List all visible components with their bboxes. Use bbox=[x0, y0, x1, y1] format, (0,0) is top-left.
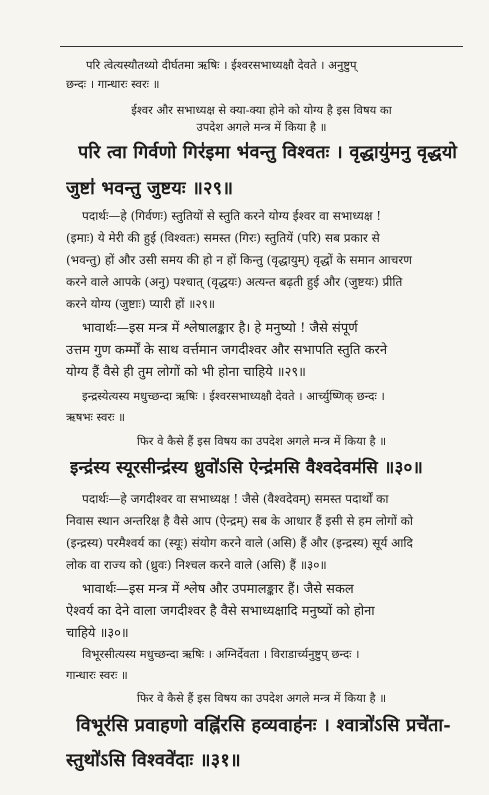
header-rule bbox=[60, 46, 463, 47]
padartha-29-line4: करने वाले आपके (अनु) पश्चात् (वृद्धयः) अत्यन्त बढ़ती हुई और (जुष्टयः) प्रीति bbox=[66, 275, 403, 289]
verse-30-metadata-cont: ऋषभः स्वरः ॥ bbox=[66, 410, 125, 424]
bhavartha-30: भावार्थः—इस मन्त्र में श्लेष और उपमालङ्कार हैं। जैसे सकल bbox=[82, 582, 354, 597]
padartha-30-line3: (इन्द्रस्य) परमैश्वर्य का (स्यूः) संयोग करने वाले (असि) हैं और (इन्द्रस्य) सूर्य आदि bbox=[66, 536, 413, 550]
verse-29-intro-cont: उपदेश अगले मन्त्र में किया है ॥ bbox=[196, 120, 327, 134]
verse-29-metadata: परि त्वेत्यस्यौतथ्यो दीर्घतमा ऋषिः । ईश्वरसभाध्यक्षौ देवते । अनुष्टुप् bbox=[86, 58, 357, 72]
bhavartha-29: भावार्थः—इस मन्त्र में श्लेषालङ्कार है। हे मनुष्यो ! जैसे संपूर्ण bbox=[82, 321, 358, 336]
padartha-30-line4: लोक वा राज्य को (ध्रुवः) निश्चल करने वाले (असि) हैं ॥३०॥ bbox=[66, 558, 327, 572]
verse-31-metadata: विभूरसीत्यस्य मधुच्छन्दा ऋषिः । अग्निर्देवता । विराडार्च्यनुष्टुप् छन्दः । bbox=[82, 647, 360, 661]
mantra-29: परि त्वा गिर्वणो गिर॑इमा भ॑वन्तु विश्वतः । वृद्धायु॑मनु वृद्धयो bbox=[78, 142, 458, 163]
verse-30-intro: फिर वे कैसे हैं इस विषय का उपदेश अगले मन्त्र में किया है ॥ bbox=[136, 434, 387, 448]
bhavartha-30-line2: ऐश्वर्य का देने वाला जगदीश्वर है वैसे सभाध्यक्षादि मनुष्यों को होना bbox=[66, 604, 375, 619]
verse-31-intro: फिर वे कैसे हैं इस विषय का उपदेश अगले मन्त्र में किया है ॥ bbox=[136, 691, 387, 705]
padartha-29-line2: (इमाः) ये मेरी की हुई (विश्वतः) समस्त (गिरः) स्तुतियें (परि) सब प्रकार से bbox=[66, 231, 380, 245]
padartha-29: पदार्थः—हे (गिर्वणः) स्तुतियों से स्तुति करने योग्य ईश्वर वा सभाध्यक्ष ! bbox=[82, 209, 382, 223]
mantra-30: इन्द्र॑स्य स्यूरसीन्द्र॑स्य ध्रुवो॑ऽसि ऐन्द्र॑मसि वैश्वदेवम॑सि ॥३०॥ bbox=[70, 458, 423, 478]
padartha-29-line3: (भवन्तु) हों और उसी समय की हो न हों किन्तु (वृद्धायुम्) वृद्धों के समान आचरण bbox=[66, 253, 412, 267]
mantra-29-cont: जुष्टा॑ भवन्तु जुष्टयः ॥२९॥ bbox=[66, 178, 234, 199]
verse-29-metadata-cont: छन्दः । गान्धारः स्वरः ॥ bbox=[66, 77, 160, 91]
padartha-30-line2: निवास स्थान अन्तरिक्ष है वैसे आप (ऐन्द्रम्) सब के आधार हैं इसी से हम लोगों को bbox=[66, 514, 413, 528]
verse-31-metadata-cont: गान्धारः स्वरः ॥ bbox=[66, 668, 128, 682]
mantra-31-cont: स्तुथो॑ऽसि विश्ववे॑दाः ॥३१॥ bbox=[66, 750, 241, 771]
padartha-30: पदार्थः—हे जगदीश्वर वा सभाध्यक्ष ! जैसे (वैश्वदेवम्) समस्त पदार्थों का bbox=[82, 492, 389, 506]
padartha-29-line5: करने योग्य (जुष्टाः) प्यारी हों ॥२९॥ bbox=[66, 297, 216, 311]
mantra-31: विभूर॑सि प्रवाहणो वह्नि॑रसि हव्यवाह॑नः । श्वात्रो॑ऽसि प्रचे॑ता- bbox=[76, 715, 451, 736]
bhavartha-29-line3: योग्य हैं वैसे ही तुम लोगों को भी होना चाहिये ॥२९॥ bbox=[66, 365, 306, 380]
verse-29-intro: ईश्वर और सभाध्यक्ष से क्या-क्या होने को योग्य है इस विषय का bbox=[131, 103, 392, 117]
bhavartha-30-line3: चाहिये ॥३०॥ bbox=[66, 626, 129, 641]
bhavartha-29-line2: उत्तम गुण कर्म्मों के साथ वर्त्तमान जगदीश्वर और सभापति स्तुति करने bbox=[66, 343, 388, 358]
verse-30-metadata: इन्द्रस्येत्यस्य मधुच्छन्दा ऋषिः । ईश्वरसभाध्यक्षौ देवते । आर्च्युष्णिक् छन्दः । bbox=[82, 389, 385, 403]
